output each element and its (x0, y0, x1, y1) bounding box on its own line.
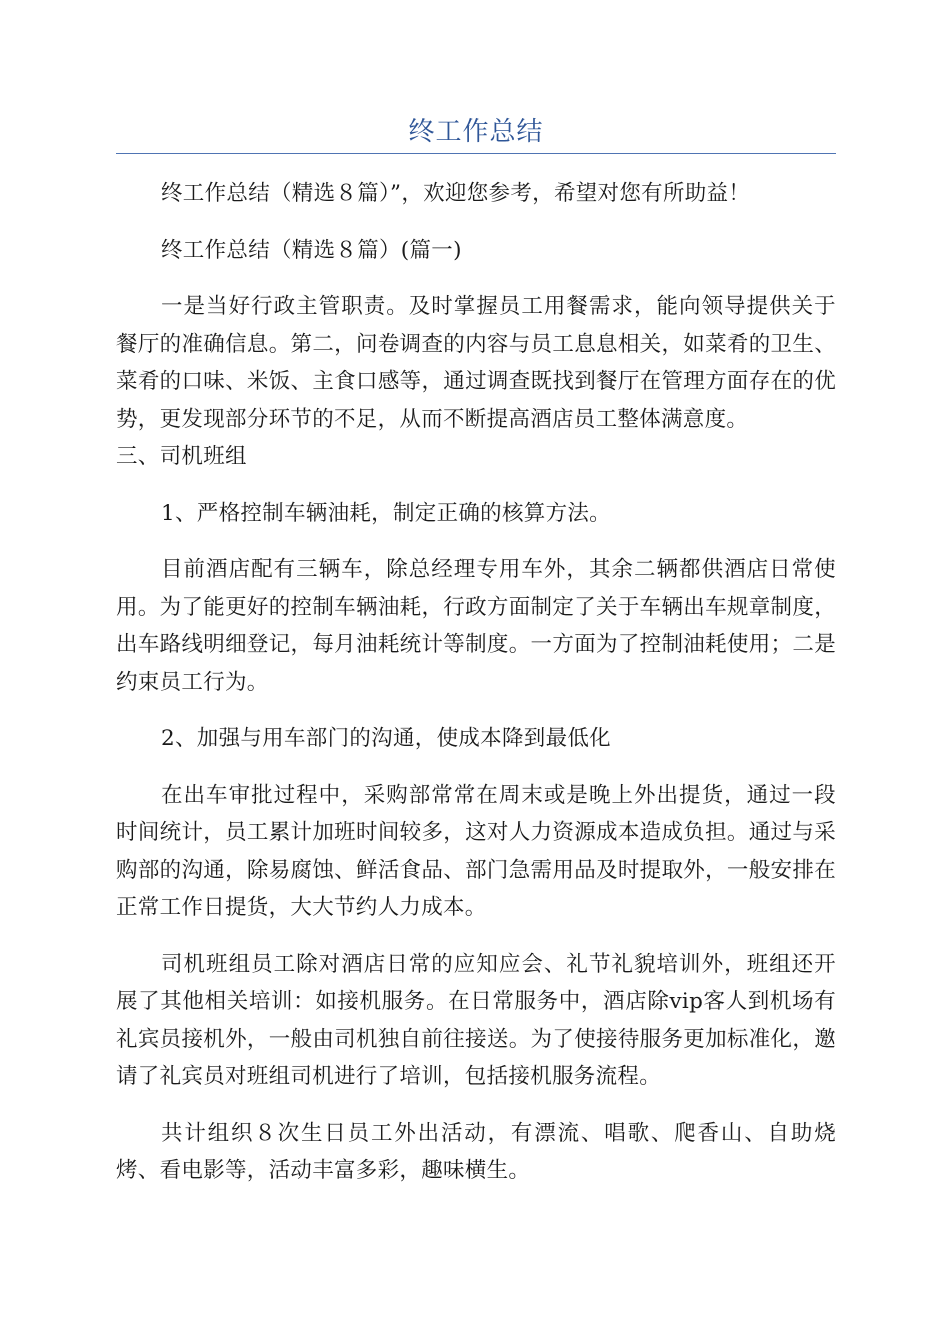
body-paragraph: 目前酒店配有三辆车，除总经理专用车外，其余二辆都供酒店日常使用。为了能更好的控制车辆油耗，行政方面制定了关于车辆出车规章制度，出车路线明细登记，每月油耗统计等制度。一方面为了控制油耗使用；二是约束员工行为。 (116, 557, 836, 695)
intro-paragraph: 终工作总结（精选８篇）”，欢迎您参考，希望对您有所助益！ (161, 181, 751, 206)
numbered-heading-1: 1、严格控制车辆油耗，制定正确的核算方法。 (161, 500, 611, 526)
title-underline (116, 153, 836, 154)
body-paragraph: 共计组织８次生日员工外出活动，有漂流、唱歌、爬香山、自助烧烤、看电影等，活动丰富多彩，趣味横生。 (116, 1120, 836, 1183)
document-title: 终工作总结 (408, 117, 544, 147)
document-body (116, 175, 836, 1209)
body-paragraph: 司机班组员工除对酒店日常的应知应会、礼节礼貌培训外，班组还开展了其他相关培训：如接机服务。在日常服务中，酒店除vip客人到机场有礼宾员接机外，一般由司机独自前往接送。为了使接待服务更加标准化，邀请了礼宾员对班组司机进行了培训，包括接机服务流程。 (116, 951, 836, 1089)
body-paragraph: 在出车审批过程中，采购部常常在周末或是晚上外出提货，通过一段时间统计，员工累计加班时间较多，这对人力资源成本造成负担。通过与采购部的沟通，除易腐蚀、鲜活食品、部门急需用品及时提取外，一般安排在正常工作日提货，大大节约人力成本。 (116, 782, 836, 920)
section-heading-driver-team: 三、司机班组 (116, 444, 247, 469)
body-paragraph: 一是当好行政主管职责。及时掌握员工用餐需求，能向领导提供关于餐厅的准确信息。第二，问卷调查的内容与员工息息相关，如菜肴的卫生、菜肴的口味、米饭、主食口感等，通过调查既找到餐厅在管理方面存在的优势，更发现部分环节的不足，从而不断提高酒店员工整体满意度。 (116, 294, 836, 432)
section-heading-part-one: 终工作总结（精选８篇）(篇一) (161, 237, 462, 263)
numbered-heading-2: 2、加强与用车部门的沟通，使成本降到最低化 (161, 726, 611, 751)
